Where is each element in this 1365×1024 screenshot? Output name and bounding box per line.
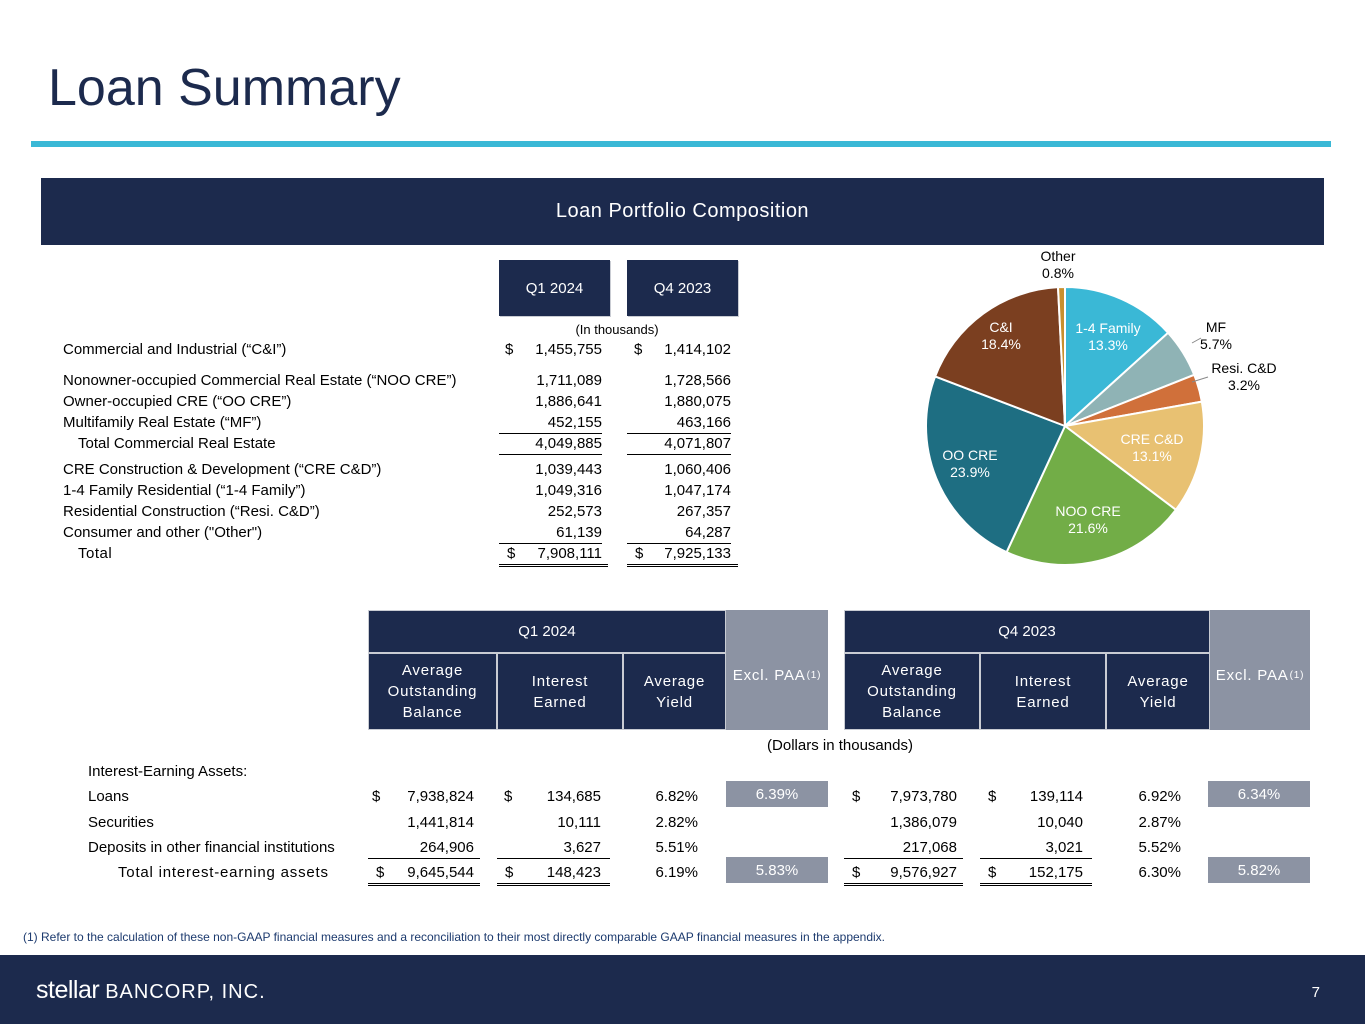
- row-value-q4: 463,166: [627, 414, 731, 434]
- q4-interest-earned: $ 139,114: [988, 788, 1083, 805]
- row-label: Multifamily Real Estate (“MF”): [63, 414, 262, 431]
- q4-excl-paa: 6.34%: [1208, 781, 1310, 807]
- pie-label: Resi. C&D 3.2%: [1211, 360, 1277, 393]
- subhead-avg-yield: Average Yield: [1106, 653, 1210, 730]
- group-header-q1-2024: Q1 2024: [368, 610, 726, 653]
- q1-interest-earned: 3,627: [497, 839, 610, 859]
- loan-composition-pie-chart: [900, 245, 1320, 585]
- subhead-interest-earned: Interest Earned: [497, 653, 623, 730]
- pie-label: NOO CRE 21.6%: [1055, 503, 1121, 536]
- row-label: Owner-occupied CRE (“OO CRE”): [63, 393, 292, 410]
- section-banner: Loan Portfolio Composition: [41, 178, 1324, 245]
- row-label: Consumer and other ("Other"): [63, 524, 263, 541]
- row-value-q1: $ 1,455,755: [505, 341, 602, 358]
- row-value-q4: 267,357: [676, 503, 731, 520]
- q4-avg-yield: 5.52%: [1138, 839, 1181, 856]
- q1-excl-paa: 6.39%: [726, 781, 828, 807]
- row-label: Total Commercial Real Estate: [78, 435, 276, 452]
- row-value-q1: 452,155: [499, 414, 602, 434]
- q4-avg-balance: 217,068: [844, 839, 963, 859]
- subhead-interest-earned: Interest Earned: [980, 653, 1106, 730]
- col-header-q4-2023: Q4 2023: [627, 260, 738, 316]
- row-value-q4: 1,880,075: [664, 393, 731, 410]
- row-value-q1: 1,886,641: [535, 393, 602, 410]
- q1-avg-balance: 1,441,814: [407, 814, 474, 831]
- title-rule: [31, 141, 1331, 147]
- row-label: Residential Construction (“Resi. C&D”): [63, 503, 320, 520]
- subhead-avg-balance: Average Outstanding Balance: [368, 653, 497, 730]
- row-label: Nonowner-occupied Commercial Real Estate (“NOO CRE”): [63, 372, 457, 389]
- q1-avg-balance: 264,906: [368, 839, 480, 859]
- q4-avg-yield: 6.30%: [1138, 864, 1181, 881]
- q1-excl-paa: 5.83%: [726, 857, 828, 883]
- pie-label: Other 0.8%: [1040, 248, 1076, 281]
- row-value-q1: 1,039,443: [535, 461, 602, 478]
- group-header-q4-2023: Q4 2023: [844, 610, 1210, 653]
- pie-label: C&I 18.4%: [981, 319, 1021, 352]
- row-label: Loans: [88, 788, 129, 805]
- q1-avg-balance: $ 7,938,824: [372, 788, 474, 805]
- row-value-q1: 1,049,316: [535, 482, 602, 499]
- pie-label: CRE C&D 13.1%: [1120, 431, 1184, 464]
- row-value-q1: 252,573: [547, 503, 602, 520]
- footnote: (1) Refer to the calculation of these non-GAAP financial measures and a reconciliation to their most directly comparable GAAP financial measures in the appendix.: [23, 930, 886, 944]
- row-value-q4: 1,728,566: [664, 372, 731, 389]
- row-value-q4: 1,060,406: [664, 461, 731, 478]
- row-label: Deposits in other financial institutions: [88, 839, 335, 856]
- company-logo: stellar BANCORP, INC.: [36, 976, 266, 1004]
- q4-avg-balance: 1,386,079: [890, 814, 957, 831]
- q1-avg-yield: 2.82%: [655, 814, 698, 831]
- pie-label: 1-4 Family 13.3%: [1075, 320, 1141, 353]
- q4-avg-yield: 6.92%: [1138, 788, 1181, 805]
- row-label: CRE Construction & Development (“CRE C&D”): [63, 461, 382, 478]
- row-value-q1: 1,711,089: [536, 372, 602, 389]
- row-value-q4: 1,047,174: [664, 482, 731, 499]
- row-label: Commercial and Industrial (“C&I”): [63, 341, 287, 358]
- row-label: Total: [78, 545, 113, 562]
- q4-excl-paa: 5.82%: [1208, 857, 1310, 883]
- row-value-q1: $ 7,908,111: [499, 545, 608, 567]
- subhead-avg-balance: Average Outstanding Balance: [844, 653, 980, 730]
- units-note: (In thousands): [575, 322, 659, 337]
- excl-paa-header-q1: Excl. PAA (1): [726, 610, 828, 730]
- units-note-bottom: (Dollars in thousands): [767, 737, 913, 754]
- row-value-q4: $ 1,414,102: [634, 341, 731, 358]
- q1-interest-earned: $ 134,685: [504, 788, 601, 805]
- row-value-q4: 64,287: [627, 524, 731, 544]
- q4-avg-balance: $ 7,973,780: [852, 788, 957, 805]
- row-label: 1-4 Family Residential (“1-4 Family”): [63, 482, 306, 499]
- q1-avg-yield: 6.19%: [655, 864, 698, 881]
- row-value-q1: 61,139: [499, 524, 602, 544]
- row-value-q1: 4,049,885: [499, 435, 602, 455]
- q1-avg-yield: 6.82%: [655, 788, 698, 805]
- row-label: Total interest-earning assets: [118, 864, 329, 881]
- col-header-q1-2024: Q1 2024: [499, 260, 610, 316]
- row-value-q4: $ 7,925,133: [627, 545, 738, 567]
- q4-interest-earned: $ 152,175: [980, 864, 1092, 886]
- section-label: Interest-Earning Assets:: [88, 763, 248, 780]
- row-label: Securities: [88, 814, 154, 831]
- q1-avg-balance: $ 9,645,544: [368, 864, 480, 886]
- page-title: Loan Summary: [48, 59, 401, 117]
- q4-avg-balance: $ 9,576,927: [844, 864, 963, 886]
- row-value-q4: 4,071,807: [627, 435, 731, 455]
- subhead-avg-yield: Average Yield: [623, 653, 726, 730]
- q4-interest-earned: 3,021: [980, 839, 1092, 859]
- q1-interest-earned: 10,111: [557, 814, 601, 831]
- page-number: 7: [1311, 984, 1320, 1001]
- pie-label: OO CRE 23.9%: [942, 447, 998, 480]
- pie-label: MF 5.7%: [1200, 319, 1232, 352]
- q4-interest-earned: 10,040: [1037, 814, 1083, 831]
- q4-avg-yield: 2.87%: [1138, 814, 1181, 831]
- q1-avg-yield: 5.51%: [655, 839, 698, 856]
- q1-interest-earned: $ 148,423: [497, 864, 610, 886]
- excl-paa-header-q4: Excl. PAA (1): [1210, 610, 1310, 730]
